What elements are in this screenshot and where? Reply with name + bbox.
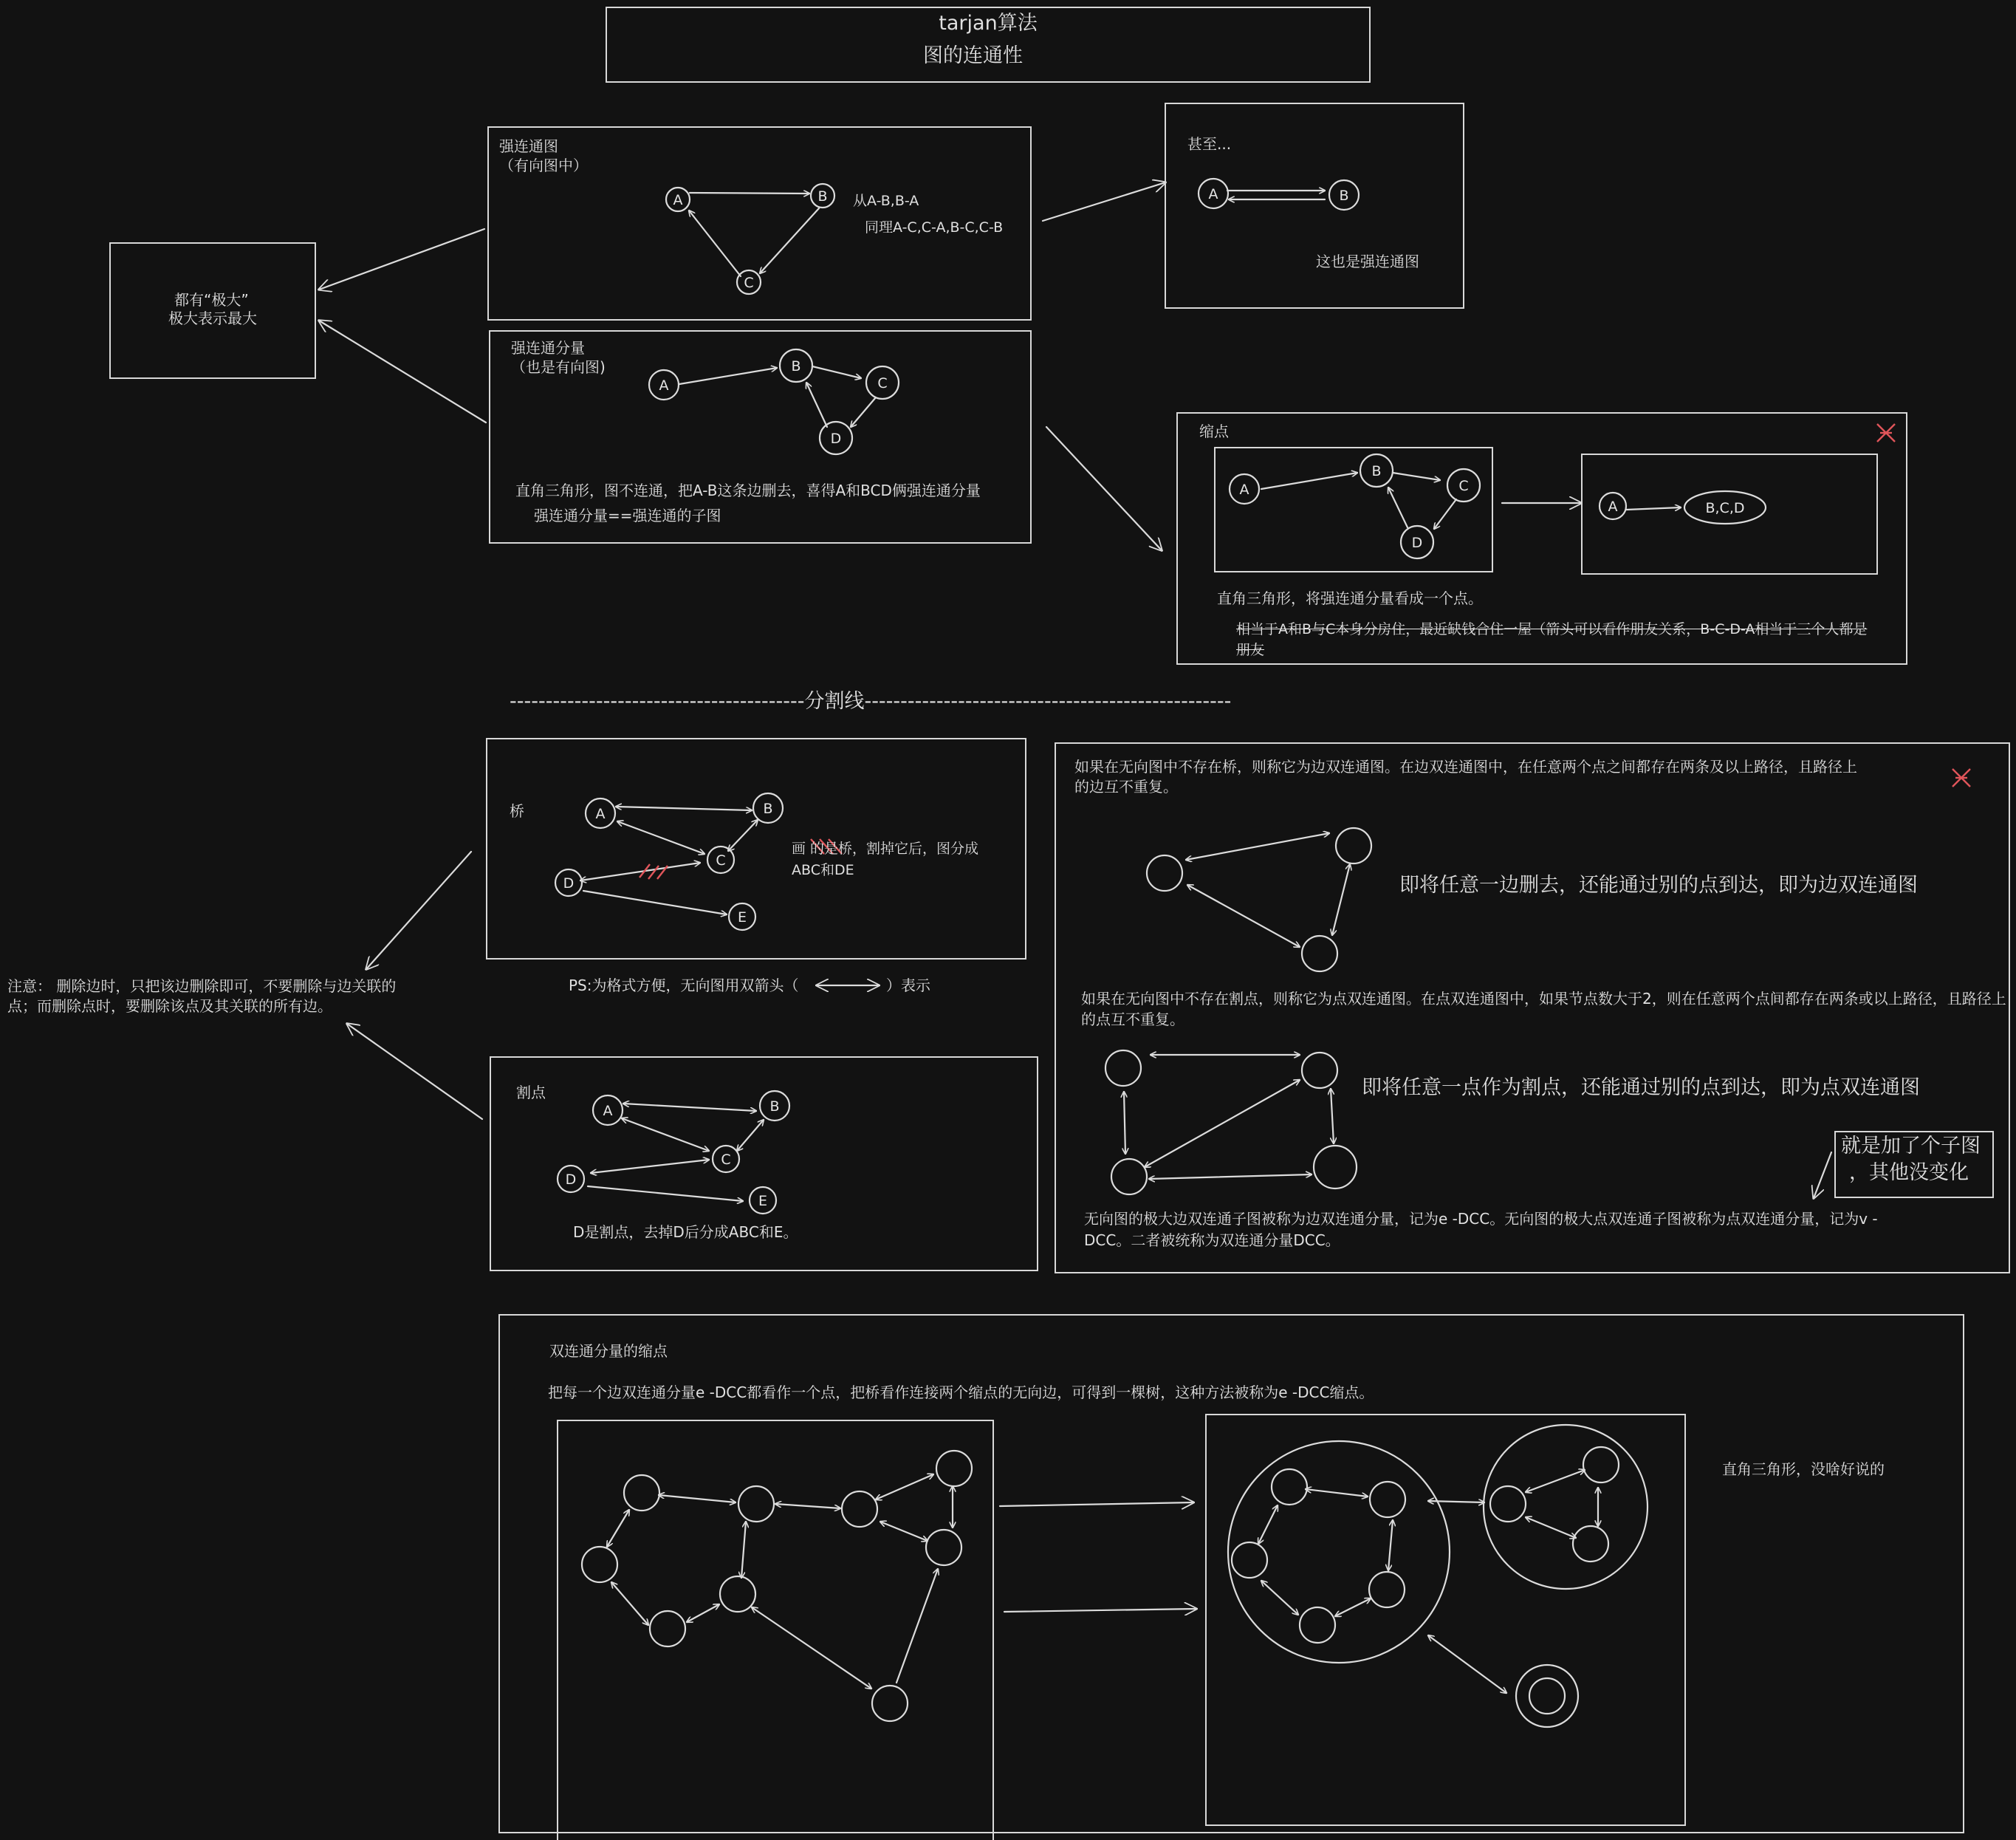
pbcc-node-3 bbox=[1111, 1159, 1147, 1194]
divider-line: -----------------------------------------分割线--------------------------------------------------- bbox=[510, 690, 1232, 713]
cut-desc: D是割点，去掉D后分成ABC和E。 bbox=[573, 1223, 798, 1241]
bcc-edge-caption: 即将任意一边删去，还能通过别的点到达，即为边双连通图 bbox=[1399, 874, 1918, 897]
shrink-result-label-a: A bbox=[1608, 499, 1618, 515]
sccc-label-b: B bbox=[791, 358, 801, 375]
scc-title: 强连通图 bbox=[499, 137, 558, 155]
br-edge-10 bbox=[1428, 1635, 1506, 1693]
bottom-desc: 把每一个边双连通分量e -DCC都看作一个点，把桥看作连接两个缩点的无向边，可得到一棵树，这种方法被称为e -DCC缩点。 bbox=[548, 1384, 1374, 1401]
br-edge-2 bbox=[1258, 1505, 1278, 1544]
bl-edge-9 bbox=[741, 1522, 746, 1578]
bl-edge-7 bbox=[611, 1582, 648, 1625]
pbcc-edge-5 bbox=[1149, 1174, 1312, 1179]
bl-node-8 bbox=[720, 1576, 755, 1612]
pbcc-edge-2 bbox=[1124, 1092, 1125, 1154]
bottom-left-graph bbox=[582, 1451, 972, 1721]
bl-edge-3 bbox=[876, 1474, 933, 1499]
point-bcc-graph bbox=[1105, 1050, 1357, 1194]
bl-node-4 bbox=[936, 1451, 972, 1486]
arrow-bridge-to-note bbox=[366, 852, 471, 969]
scc-desc-2: 同理A-C,C-A,B-C,C-B bbox=[865, 219, 1004, 236]
ebcc-edge-2 bbox=[1187, 885, 1300, 947]
left-note-top-line-2: 极大表示最大 bbox=[168, 309, 257, 327]
pbcc-edge-3 bbox=[1145, 1080, 1300, 1167]
br-edge-1 bbox=[1306, 1489, 1368, 1497]
shrink-desc-2: 相当于A和B与C本身分房住，最近缺钱合住一屋（箭头可以看作朋友关系，B-C-D-A相当于三个人都是 bbox=[1236, 621, 1868, 637]
arrow-sccc-to-left-note bbox=[319, 321, 486, 423]
bcc-point-caption: 即将任意一点作为割点，还能通过别的点到达，即为点双连通图 bbox=[1362, 1076, 1920, 1099]
bl-node-3 bbox=[842, 1491, 877, 1527]
even-title: 甚至... bbox=[1187, 135, 1232, 153]
arrow-cut-to-note bbox=[347, 1024, 482, 1119]
sccc-label-a: A bbox=[659, 377, 669, 394]
br-node-9 bbox=[1529, 1678, 1565, 1714]
arrow-scc-to-left-note bbox=[319, 229, 484, 290]
br-cluster-2 bbox=[1484, 1425, 1648, 1589]
bcc-summary-1: 无向图的极大边双连通子图被称为边双连通分量，记为e -DCC。无向图的极大点双连通子图被称为点双连通分量，记为v - bbox=[1084, 1210, 1878, 1228]
ebcc-node-3 bbox=[1302, 936, 1337, 971]
cut-label-d: D bbox=[565, 1172, 577, 1188]
cut-edge-d-c bbox=[591, 1160, 709, 1173]
shrink-edge-c-d bbox=[1434, 499, 1456, 529]
bl-node-6 bbox=[582, 1547, 617, 1582]
bcc-point-def-1: 如果在无向图中不存在割点，则称它为点双连通图。在点双连通图中，如果节点数大于2，则在任意两个点间都存在两条或以上路径，且路径上 bbox=[1081, 990, 2006, 1008]
shrink-edge-d-b bbox=[1388, 488, 1408, 527]
shrink-label-d: D bbox=[1411, 535, 1423, 551]
sccc-label-d: D bbox=[830, 431, 842, 447]
whiteboard-canvas: A B C A B A B C D A B C D A B,C,D A B C D E A B C D E tarjan算法 图的连通性 都有“极大” 极大表示最大 强连通图 （有向图中） 从A-B,B-A 同理A-C,C-A,B-C,C-B 甚至... 这也是强连通图 强连通分量 （也是有向图) 直角三角形，图不连通，把A-B这条边删去，喜得A和BCD俩强连通分量 强连通分量==强连通的子图 缩点 直角三角形，将强连通分量看成一个点。 相当于A和B与C本身分房住，最近缺钱合住一屋（箭头可以看作朋友关系，B-C-D-A相当于三个人都是 朋友 -----------------------------------------分割线--------------------------------------------------- 桥 画 的是桥，割掉它后，图分成 ABC和DE PS:为格式方便，无向图用双箭头（ ）表示 注意： 删除边时，只把该边删除即可，不要删除与边关联的 点；而删除点时，要删除该点及其关联的所有边。 割点 D是割点，去掉D后分成ABC和E。 如果在无向图中不存在桥，则称它为边双连通图。在边双连通图中，在任意两个点之间都存在两条及以上路径，且路径上 的边互不重复。 即将任意一边删去，还能通过别的点到达，即为边双连通图 如果在无向图中不存在割点，则称它为点双连通图。在点双连通图中，如果节点数大于2，则在任意两个点间都存在两条或以上路径，且路径上 的点互不重复。 即将任意一点作为割点，还能通过别的点到达，即为点双连通图 就是加了个子图 ，其他没变化 无向图的极大边双连通子图被称为边双连通分量，记为e -DCC。无向图的极大点双连通子图被称为点双连通分量，记为v - DCC。二者被统称为双连通分量DCC。 双连通分量的缩点 把每一个边双连通分量e -DCC都看作一个点，把桥看作连接两个缩点的无向边，可得到一棵树，这种方法被称为e -DCC缩点。 直角三角形，没啥好说的 bbox=[0, 0, 2016, 1840]
sccc-subtitle: （也是有向图) bbox=[511, 358, 606, 376]
pbcc-edge-4 bbox=[1331, 1089, 1334, 1143]
shrink-title: 缩点 bbox=[1199, 423, 1229, 440]
bottom-title: 双连通分量的缩点 bbox=[549, 1342, 668, 1360]
bl-edge-1 bbox=[659, 1495, 736, 1502]
cut-label-b: B bbox=[769, 1098, 780, 1115]
bcc-edge-def-1: 如果在无向图中不存在桥，则称它为边双连通图。在边双连通图中，在任意两个点之间都存在两条及以上路径，且路径上 bbox=[1074, 758, 1857, 776]
cut-title: 割点 bbox=[516, 1084, 546, 1101]
shrink-label-b: B bbox=[1371, 463, 1382, 479]
br-node-7 bbox=[1583, 1447, 1619, 1482]
ebcc-node-1 bbox=[1147, 855, 1182, 891]
sccc-edge-c-d bbox=[851, 397, 876, 427]
bottom-right-graph bbox=[1228, 1425, 1648, 1727]
cut-label-c: C bbox=[721, 1152, 731, 1168]
ebcc-edge-3 bbox=[1332, 864, 1350, 935]
left-note-top-line-1: 都有“极大” bbox=[174, 291, 249, 309]
bl-edge-10 bbox=[752, 1607, 871, 1689]
cut-edge-a-b bbox=[623, 1104, 756, 1111]
bridge-label-e: E bbox=[737, 909, 747, 926]
bridge-title: 桥 bbox=[510, 802, 524, 820]
bridge-mark-2 bbox=[648, 866, 659, 879]
shrink-result-edge bbox=[1626, 507, 1681, 510]
shrink-label-a: A bbox=[1239, 482, 1249, 498]
bl-node-9 bbox=[872, 1686, 908, 1721]
ebcc-node-2 bbox=[1336, 828, 1371, 863]
br-edge-6 bbox=[1428, 1501, 1484, 1502]
sccc-graph bbox=[649, 349, 899, 454]
cut-label-e: E bbox=[758, 1193, 768, 1209]
shrink-label-c: C bbox=[1458, 478, 1469, 494]
scc-subtitle: （有向图中） bbox=[499, 157, 588, 174]
br-edge-4 bbox=[1335, 1598, 1371, 1616]
br-node-1 bbox=[1272, 1469, 1307, 1505]
sccc-title: 强连通分量 bbox=[511, 339, 585, 357]
bl-node-5 bbox=[926, 1530, 961, 1565]
arrow-annotation bbox=[1814, 1152, 1831, 1198]
bcc-summary-2: DCC。二者被统称为双连通分量DCC。 bbox=[1084, 1231, 1340, 1249]
bl-edge-8 bbox=[687, 1604, 719, 1622]
even-label-a: A bbox=[1208, 186, 1218, 202]
arrow-scc-to-even bbox=[1043, 182, 1165, 221]
scc-edge-a-b bbox=[690, 193, 809, 194]
br-node-5 bbox=[1369, 1572, 1405, 1607]
close-icon bbox=[1877, 424, 1895, 442]
scc-graph bbox=[666, 184, 834, 294]
bridge-label-b: B bbox=[763, 801, 773, 817]
br-cluster-1 bbox=[1228, 1441, 1450, 1663]
bottom-side-note: 直角三角形，没啥好说的 bbox=[1722, 1460, 1885, 1478]
bl-edge-5 bbox=[880, 1522, 928, 1541]
shrink-result-label-bcd: B,C,D bbox=[1705, 500, 1745, 516]
shrink-edge-b-c bbox=[1393, 473, 1440, 480]
scc-label-c: C bbox=[744, 275, 754, 291]
left-note-bottom-line-2: 点；而删除点时，要删除该点及其关联的所有边。 bbox=[7, 997, 332, 1015]
cut-label-a: A bbox=[603, 1103, 613, 1119]
bridge-label-a: A bbox=[595, 806, 606, 822]
bl-node-2 bbox=[738, 1486, 774, 1522]
bridge-desc-2: ABC和DE bbox=[792, 862, 854, 878]
shrink-graph bbox=[1230, 454, 1766, 558]
bridge-edge-d-e bbox=[583, 891, 727, 914]
shrink-edge-a-b bbox=[1261, 473, 1357, 489]
cut-edge-d-e bbox=[588, 1186, 743, 1201]
arrow-bottom-2 bbox=[1004, 1609, 1196, 1612]
ps-note-before: PS:为格式方便，无向图用双箭头（ bbox=[569, 977, 799, 994]
br-node-4 bbox=[1300, 1607, 1335, 1643]
br-node-3 bbox=[1232, 1542, 1267, 1578]
annotation-line-2: ，其他没变化 bbox=[1849, 1161, 1969, 1184]
bl-edge-2 bbox=[775, 1504, 840, 1508]
br-cluster-3 bbox=[1516, 1665, 1578, 1727]
annotation-line-1: 就是加了个子图 bbox=[1841, 1135, 1981, 1157]
bl-edge-6 bbox=[607, 1510, 629, 1547]
br-edge-7 bbox=[1526, 1470, 1585, 1492]
sccc-edge-d-b bbox=[806, 383, 827, 427]
sccc-label-c: C bbox=[877, 375, 888, 391]
cut-edge-a-c bbox=[622, 1118, 709, 1151]
br-node-8 bbox=[1573, 1526, 1608, 1562]
pbcc-node-1 bbox=[1105, 1050, 1141, 1086]
left-note-bottom-line-1: 注意： 删除边时，只把该边删除即可，不要删除与边关联的 bbox=[7, 977, 397, 995]
bridge-edge-b-c bbox=[728, 820, 758, 851]
bl-node-7 bbox=[650, 1611, 685, 1646]
scc-label-b: B bbox=[817, 188, 828, 205]
br-node-6 bbox=[1490, 1486, 1526, 1522]
bridge-edge-a-b bbox=[616, 807, 752, 810]
ps-note-after: ）表示 bbox=[886, 977, 930, 994]
pbcc-node-4 bbox=[1314, 1146, 1357, 1189]
br-edge-5 bbox=[1388, 1520, 1393, 1570]
title-line-2: 图的连通性 bbox=[923, 44, 1023, 67]
bridge-desc-1: 画 的是桥，割掉它后，图分成 bbox=[792, 841, 979, 857]
scc-desc-1: 从A-B,B-A bbox=[853, 193, 919, 209]
bcc-edge-def-2: 的边互不重复。 bbox=[1074, 778, 1178, 796]
scc-edge-b-c bbox=[760, 208, 819, 273]
bl-node-1 bbox=[624, 1475, 659, 1511]
arrow-bottom-1 bbox=[1000, 1502, 1193, 1506]
cut-edge-b-c bbox=[737, 1120, 764, 1151]
pbcc-node-2 bbox=[1302, 1053, 1337, 1088]
ebcc-edge-1 bbox=[1186, 833, 1329, 860]
shrink-desc-1: 直角三角形，将强连通分量看成一个点。 bbox=[1217, 589, 1483, 607]
close-icon-2 bbox=[1952, 769, 1970, 787]
even-caption: 这也是强连通图 bbox=[1316, 253, 1419, 270]
cut-graph bbox=[558, 1091, 789, 1214]
edge-bcc-graph bbox=[1147, 828, 1371, 971]
sccc-edge-a-b bbox=[679, 368, 777, 384]
shrink-desc-3: 朋友 bbox=[1236, 642, 1265, 658]
br-edge-9 bbox=[1526, 1517, 1576, 1538]
arrow-sccc-to-shrink bbox=[1046, 427, 1162, 550]
even-label-b: B bbox=[1339, 188, 1349, 204]
bl-edge-11 bbox=[896, 1569, 938, 1683]
br-edge-3 bbox=[1261, 1581, 1298, 1615]
sccc-desc-2: 强连通分量==强连通的子图 bbox=[534, 507, 721, 524]
bridge-label-c: C bbox=[716, 852, 726, 869]
bcc-point-def-2: 的点互不重复。 bbox=[1081, 1010, 1184, 1028]
bridge-label-d: D bbox=[563, 875, 575, 892]
sccc-edge-b-c bbox=[812, 366, 861, 378]
br-node-2 bbox=[1370, 1482, 1405, 1517]
bridge-edge-a-c bbox=[617, 821, 704, 854]
even-graph bbox=[1199, 179, 1359, 210]
sccc-desc-1: 直角三角形，图不连通，把A-B这条边删去，喜得A和BCD俩强连通分量 bbox=[515, 482, 981, 499]
scc-label-a: A bbox=[673, 192, 683, 208]
scc-edge-c-a bbox=[689, 211, 741, 276]
